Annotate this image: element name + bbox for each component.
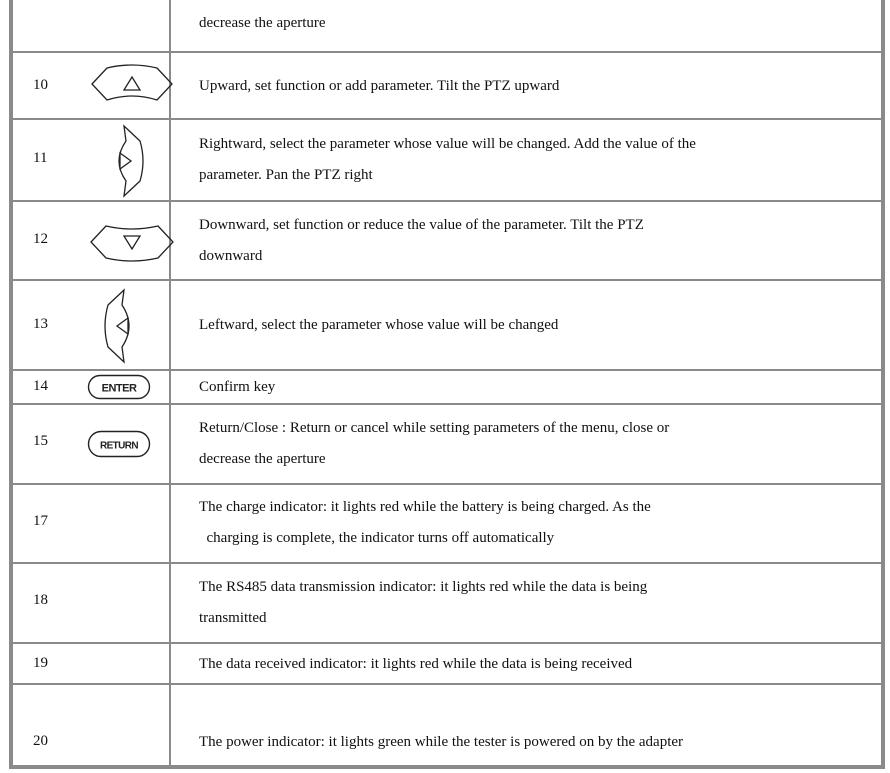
row-description: The charge indicator: it lights red while the battery is being charged. As the charging is complete, the indicator turns off automatically: [199, 499, 651, 546]
column-divider: [169, 371, 171, 403]
row-number: 14: [33, 378, 48, 394]
enter-key-label: ENTER: [101, 382, 137, 395]
row-description: Leftward, select the parameter whose value will be changed: [199, 317, 559, 333]
enter-key-icon: [87, 374, 151, 400]
table-row: [9, 120, 885, 202]
column-divider: [169, 281, 171, 369]
table-row: [9, 564, 885, 644]
table-row: [9, 485, 885, 564]
return-key-icon: [87, 430, 151, 458]
row-description: decrease the aperture: [199, 15, 326, 31]
row-description: Return/Close : Return or cancel while setting parameters of the menu, close or decrease the aperture: [199, 420, 670, 467]
row-description: The data received indicator: it lights red while the data is being received: [199, 656, 633, 672]
row-description: Downward, set function or reduce the value of the parameter. Tilt the PTZ downward: [199, 217, 644, 264]
table-row: [9, 405, 885, 485]
table-row: [9, 0, 885, 53]
row-number: 17: [33, 513, 48, 529]
row-number: 10: [33, 77, 48, 93]
row-number: 11: [33, 150, 48, 166]
table-row: [9, 281, 885, 371]
right-icon: [104, 123, 144, 199]
row-number: 20: [33, 733, 48, 749]
column-divider: [169, 405, 171, 483]
row-number: 13: [33, 316, 48, 332]
column-divider: [169, 0, 171, 51]
row-description: Upward, set function or add parameter. Tilt the PTZ upward: [199, 78, 560, 94]
left-icon: [104, 287, 144, 365]
column-divider: [169, 644, 171, 683]
row-description: Confirm key: [199, 379, 276, 395]
row-number: 15: [33, 433, 48, 449]
table-row: [9, 685, 885, 769]
column-divider: [169, 120, 171, 200]
table-row: [9, 202, 885, 281]
up-icon: [89, 64, 175, 104]
column-divider: [169, 685, 171, 769]
row-number: 18: [33, 592, 48, 608]
return-key-label: RETURN: [99, 440, 139, 452]
column-divider: [169, 564, 171, 642]
down-icon: [88, 220, 176, 262]
row-description: Rightward, select the parameter whose value will be changed. Add the value of the parameter. Pan the PTZ right: [199, 136, 696, 183]
table-row: [9, 371, 885, 405]
row-description: The RS485 data transmission indicator: it lights red while the data is being transmitted: [199, 579, 648, 626]
row-number: 19: [33, 655, 48, 671]
row-number: 12: [33, 231, 48, 247]
table-row: [9, 53, 885, 120]
table-row: [9, 644, 885, 685]
column-divider: [169, 485, 171, 562]
row-description: The power indicator: it lights green while the tester is powered on by the adapter: [199, 734, 684, 750]
